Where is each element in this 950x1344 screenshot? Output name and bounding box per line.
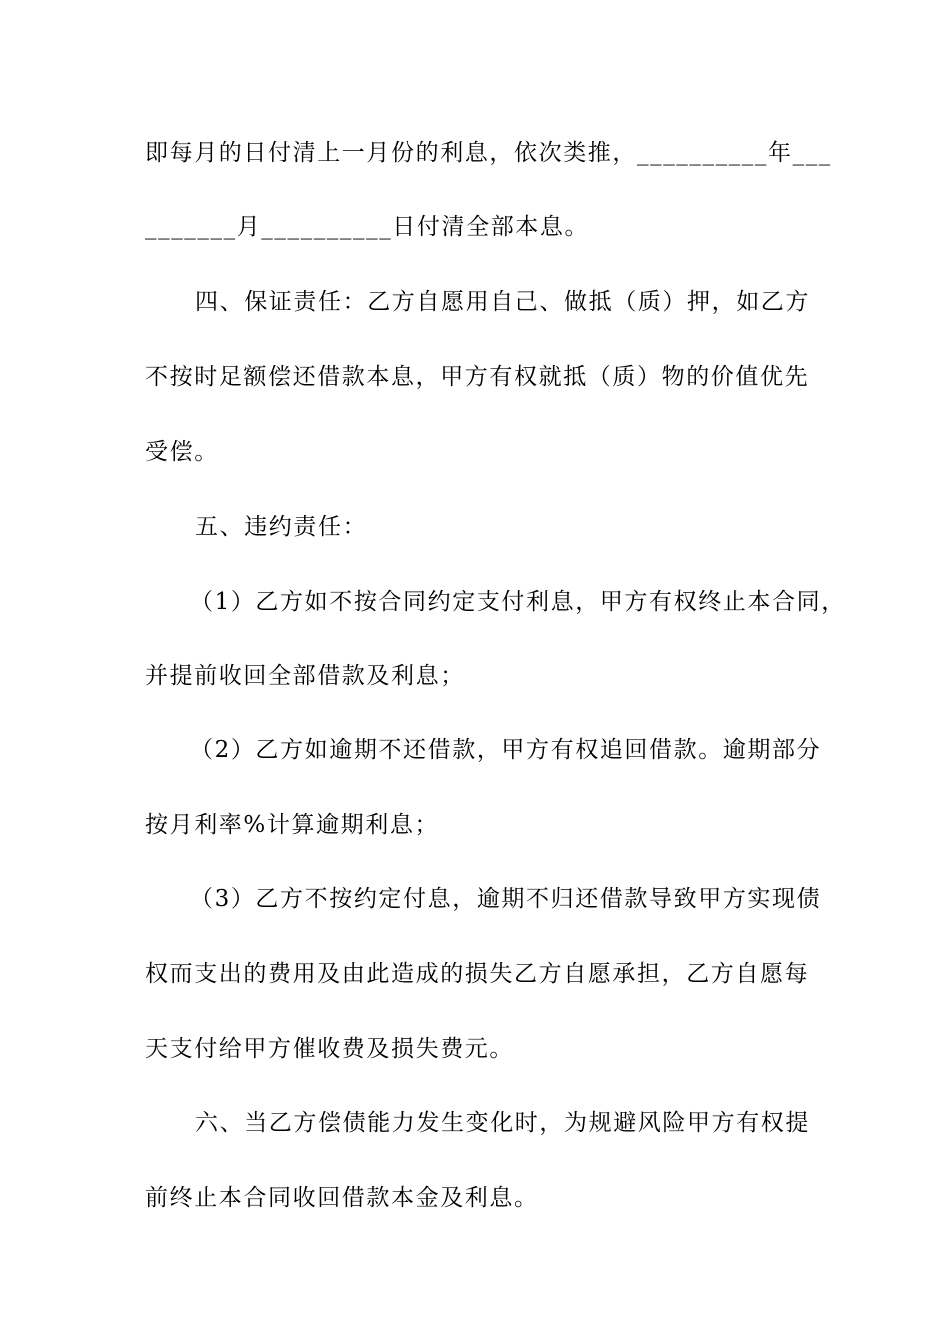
section-five-heading: 五、违约责任： [195,514,368,540]
text-line: 并提前收回全部借款及利息； [145,663,465,689]
clause-2-line: （2）乙方如逾期不还借款，甲方有权追回借款。逾期部分 [190,737,822,763]
text-line: 前终止本合同收回借款本金及利息。 [145,1185,539,1211]
clause-1-line: （1）乙方如不按合同约定支付利息，甲方有权终止本合同， [190,589,846,615]
text-line: 权而支出的费用及由此造成的损失乙方自愿承担，乙方自愿每 [145,961,810,987]
text-line: _______月__________日付清全部本息。 [145,214,590,240]
text-line: 天支付给甲方催收费及损失费元。 [145,1036,514,1062]
text-line: 按月利率%计算逾期利息； [145,812,440,838]
text-line: 即每月的日付清上一月份的利息，依次类推，__________年___ [145,140,832,166]
section-four-heading-line: 四、保证责任：乙方自愿用自己、做抵（质）押，如乙方 [195,289,810,315]
text-line: 受偿。 [145,439,219,465]
text-line: 不按时足额偿还借款本息，甲方有权就抵（质）物的价值优先 [145,364,810,390]
section-six-line: 六、当乙方偿债能力发生变化时，为规避风险甲方有权提 [195,1110,810,1136]
clause-3-line: （3）乙方不按约定付息，逾期不归还借款导致甲方实现债 [190,886,822,912]
